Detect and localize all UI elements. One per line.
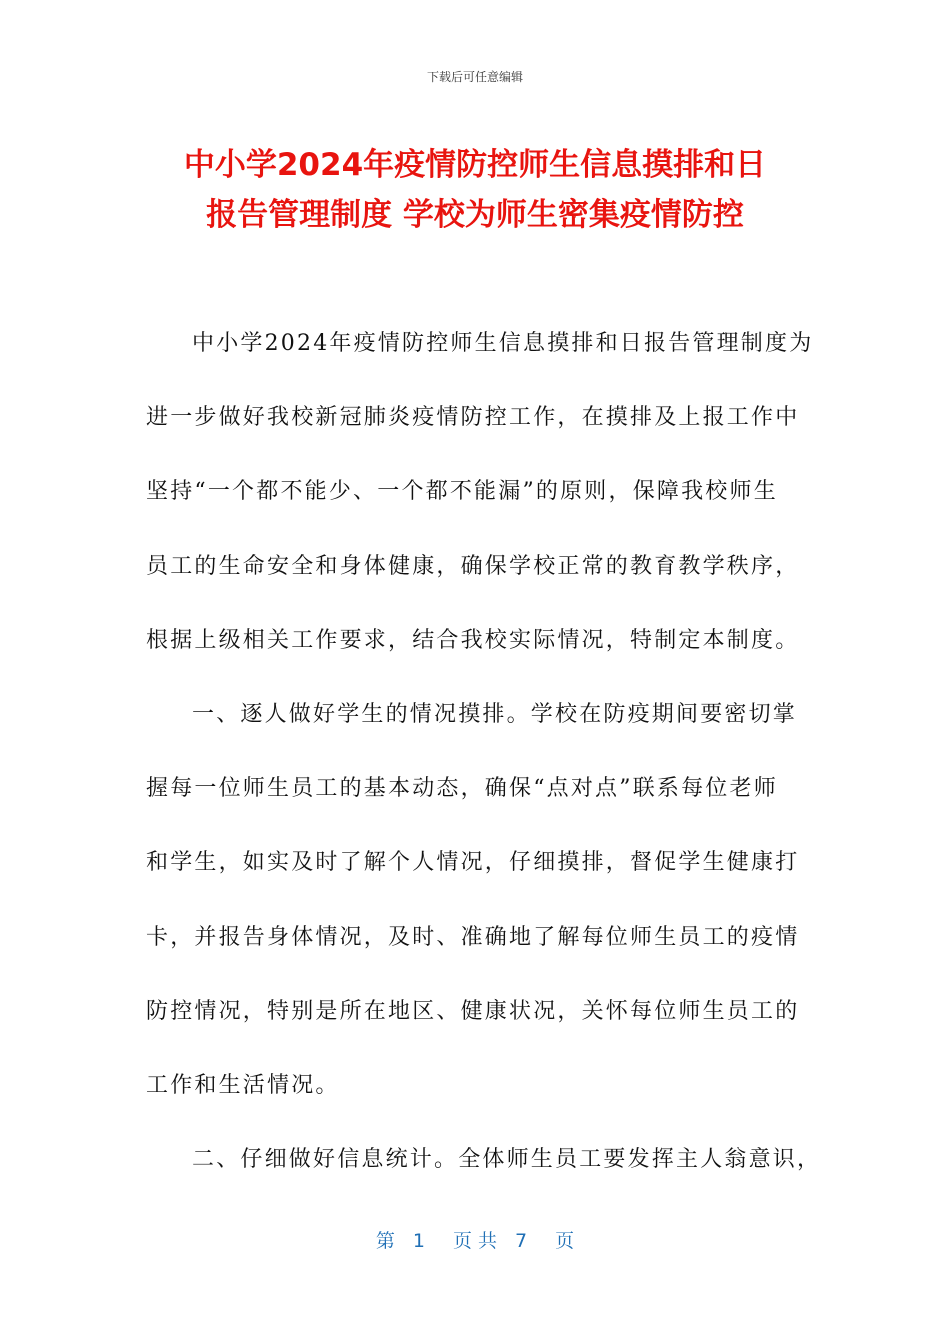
document-body [146, 327, 822, 1217]
body-line: 防控情况，特别是所在地区、健康状况，关怀每位师生员工的 [146, 998, 800, 1024]
body-line: 和学生，如实及时了解个人情况，仔细摸排，督促学生健康打 [146, 850, 800, 876]
body-line: 握每一位师生员工的基本动态，确保“点对点”联系每位老师 [146, 776, 778, 802]
body-line: 一、逐人做好学生的情况摸排。学校在防疫期间要密切掌 [192, 701, 798, 727]
footer-total-pages: 7 [515, 1230, 528, 1252]
page-footer [0, 1226, 950, 1253]
header-note: 下载后可任意编辑 [426, 70, 523, 84]
body-line: 员工的生命安全和身体健康，确保学校正常的教育教学秩序， [146, 553, 800, 579]
title-line-1: 中小学2024年疫情防控师生信息摸排和日 [183, 147, 767, 183]
body-line: 二、仔细做好信息统计。全体师生员工要发挥主人翁意识， [192, 1147, 822, 1173]
body-line: 卡，并报告身体情况，及时、准确地了解每位师生员工的疫情 [146, 924, 800, 950]
document-title [110, 140, 840, 240]
body-line: 坚持“一个都不能少、一个都不能漏”的原则，保障我校师生 [146, 479, 778, 505]
body-line: 进一步做好我校新冠肺炎疫情防控工作，在摸排及上报工作中 [146, 405, 800, 431]
body-line: 中小学2024年疫情防控师生信息摸排和日报告管理制度为 [192, 331, 814, 356]
title-line-2: 报告管理制度 学校为师生密集疫情防控 [206, 197, 744, 233]
body-line: 工作和生活情况。 [146, 1072, 340, 1098]
body-line: 根据上级相关工作要求，结合我校实际情况，特制定本制度。 [146, 627, 800, 653]
footer-page-number: 1 [412, 1230, 425, 1252]
footer-suffix: 页 [555, 1230, 575, 1252]
footer-middle: 页 共 [452, 1230, 498, 1252]
footer-prefix: 第 [375, 1230, 395, 1252]
